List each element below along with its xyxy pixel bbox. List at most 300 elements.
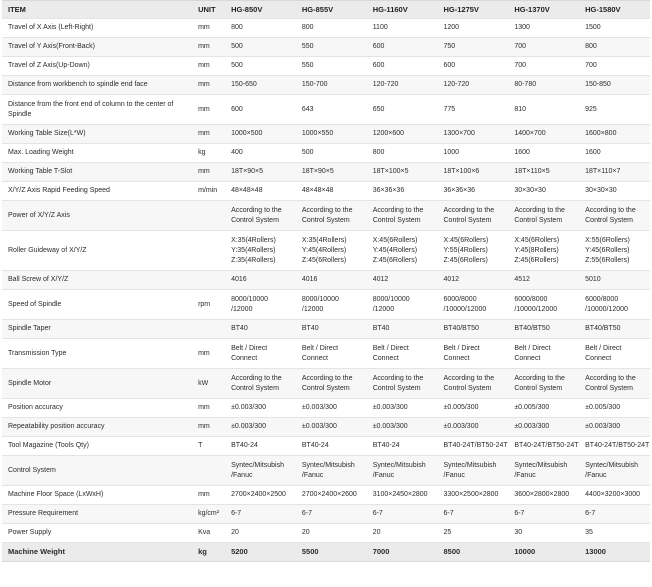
item-cell: Repeatability position accuracy xyxy=(2,418,192,437)
value-text: 6-7 xyxy=(301,510,312,517)
value-text: 3100×2450×2800 xyxy=(372,491,428,498)
value-text: Belt / Direct Connect xyxy=(514,344,551,362)
value-text: 30×30×30 xyxy=(514,187,546,194)
value-cell xyxy=(508,524,579,543)
value-text: X:55(6Rollers) Y:45(6Rollers) Z:55(6Rollers) xyxy=(585,236,630,264)
unit-cell: mm xyxy=(198,349,210,357)
table-row xyxy=(2,437,650,456)
value-text: 5010 xyxy=(585,276,601,283)
value-cell xyxy=(296,76,367,95)
value-text: ±0.003/300 xyxy=(443,423,479,430)
spec-table-body xyxy=(2,19,650,562)
value-text: According to the Control System xyxy=(514,206,565,224)
table-row xyxy=(2,543,650,562)
value-text: 2700×2400×2500 xyxy=(231,491,286,498)
value-text: According to the Control System xyxy=(301,206,353,224)
value-cell xyxy=(225,399,296,418)
value-cell xyxy=(508,144,579,163)
value-cell xyxy=(225,163,296,182)
header-model: HG-1275V xyxy=(438,1,509,19)
value-text: 7000 xyxy=(372,547,390,556)
item-cell: Pressure Requirement xyxy=(2,505,192,524)
value-text: 18T×90×5 xyxy=(231,168,263,175)
value-text: 800 xyxy=(585,43,597,50)
value-text: BT40 xyxy=(372,325,390,332)
value-cell xyxy=(438,505,509,524)
value-text: 30×30×30 xyxy=(585,187,617,194)
value-text: 18T×90×5 xyxy=(301,168,334,175)
value-text: 8000/10000 /12000 xyxy=(231,295,269,313)
value-text: X:35(4Rollers) Y:35(4Rollers) Z:35(4Rollers) xyxy=(231,236,276,264)
unit-cell: kW xyxy=(192,369,225,399)
value-text: 600 xyxy=(443,62,456,69)
value-cell xyxy=(579,182,650,201)
value-text: 4012 xyxy=(443,276,460,283)
value-text: 1000×550 xyxy=(301,130,334,137)
value-cell xyxy=(438,543,509,562)
value-text: According to the Control System xyxy=(443,374,495,392)
value-cell xyxy=(508,339,579,369)
value-text: According to the Control System xyxy=(514,374,565,392)
header-model: HG-855V xyxy=(296,1,367,19)
value-text: 120-720 xyxy=(443,81,470,88)
value-text: 750 xyxy=(443,43,456,50)
value-text: 8000/10000 /12000 xyxy=(372,295,410,313)
value-text: According to the Control System xyxy=(585,206,636,224)
value-cell xyxy=(508,290,579,320)
header-item: ITEM xyxy=(2,1,192,19)
value-text: X:45(6Rollers) Y:45(4Rollers) Z:45(6Rollers) xyxy=(372,236,418,264)
unit-cell: mm xyxy=(192,76,225,95)
value-text: 18T×110×7 xyxy=(585,168,621,175)
value-cell xyxy=(367,38,438,57)
item-cell: Spindle Motor xyxy=(2,369,192,399)
value-text: 600 xyxy=(372,43,385,50)
value-cell xyxy=(225,290,296,320)
value-cell xyxy=(579,144,650,163)
value-text: BT40/BT50 xyxy=(443,325,479,332)
value-text: 5500 xyxy=(301,547,319,556)
value-cell xyxy=(225,201,296,231)
table-row xyxy=(2,57,650,76)
table-row xyxy=(2,524,650,543)
value-cell xyxy=(367,369,438,399)
value-text: 800 xyxy=(301,24,314,31)
table-row xyxy=(2,95,650,125)
value-text: According to the Control System xyxy=(372,206,424,224)
item-cell: Roller Guideway of X/Y/Z xyxy=(8,246,87,254)
value-text: According to the Control System xyxy=(443,206,495,224)
unit-cell: Kva xyxy=(198,529,211,536)
unit-cell: kg/cm² xyxy=(192,505,225,524)
value-text: 1000 xyxy=(443,149,460,156)
value-text: 500 xyxy=(231,43,243,50)
value-text: Syntec/Mitsubish /Fanuc xyxy=(585,461,639,479)
value-text: 500 xyxy=(231,62,243,69)
unit-cell: mm xyxy=(192,38,225,57)
value-cell xyxy=(579,76,650,95)
value-cell xyxy=(225,38,296,57)
item-cell: Machine Weight xyxy=(2,543,192,562)
value-cell xyxy=(296,125,367,144)
table-row xyxy=(2,486,650,505)
value-text: Syntec/Mitsubish /Fanuc xyxy=(301,461,355,479)
value-text: 1300 xyxy=(514,24,530,31)
value-cell xyxy=(296,320,367,339)
value-cell xyxy=(225,524,296,543)
value-text: 810 xyxy=(514,105,526,113)
header-model: HG-1580V xyxy=(579,1,650,19)
item-cell: Travel of Z Axis(Up-Down) xyxy=(8,62,90,69)
value-text: 48×48×48 xyxy=(231,187,263,194)
table-row xyxy=(2,125,650,144)
item-cell: Max. Loading Weight xyxy=(8,149,74,156)
value-text: 10000 xyxy=(514,547,536,556)
value-cell xyxy=(225,369,296,399)
table-row xyxy=(2,163,650,182)
header-model: HG-1160V xyxy=(367,1,438,19)
value-cell xyxy=(225,339,296,369)
value-cell xyxy=(225,486,296,505)
value-text: 120-720 xyxy=(372,81,399,88)
value-cell xyxy=(296,505,367,524)
value-text: 8500 xyxy=(443,547,461,556)
value-cell xyxy=(367,125,438,144)
value-text: 8000/10000 /12000 xyxy=(301,295,339,313)
value-text: 4512 xyxy=(514,276,530,283)
item-cell: Distance from workbench to spindle end face xyxy=(2,76,192,95)
value-text: 800 xyxy=(372,149,385,156)
value-cell xyxy=(367,201,438,231)
value-text: 400 xyxy=(231,149,243,156)
value-cell xyxy=(367,486,438,505)
item-cell: Speed of Spindle xyxy=(8,300,62,308)
value-text: BT40-24T/BT50-24T xyxy=(443,442,508,449)
value-cell xyxy=(579,271,650,290)
unit-cell: mm xyxy=(198,24,210,31)
value-text: 6000/8000 /10000/12000 xyxy=(585,295,628,313)
value-text: 643 xyxy=(301,105,314,113)
value-text: 6-7 xyxy=(231,510,242,517)
value-cell xyxy=(438,38,509,57)
value-cell xyxy=(367,505,438,524)
value-text: BT40 xyxy=(301,325,319,332)
item-cell: Position accuracy xyxy=(8,404,63,411)
value-text: ±0.003/300 xyxy=(585,423,621,430)
table-row xyxy=(2,38,650,57)
value-cell xyxy=(296,543,367,562)
value-text: 925 xyxy=(585,105,597,113)
value-cell xyxy=(438,144,509,163)
value-cell xyxy=(367,182,438,201)
value-text: 150-650 xyxy=(231,81,257,88)
value-text: 5200 xyxy=(231,547,248,556)
table-row xyxy=(2,505,650,524)
value-text: Belt / Direct Connect xyxy=(585,344,622,362)
item-cell: Transmission Type xyxy=(8,349,67,357)
value-cell xyxy=(508,486,579,505)
value-cell xyxy=(367,320,438,339)
value-cell xyxy=(438,95,509,125)
value-text: Syntec/Mitsubish /Fanuc xyxy=(372,461,426,479)
value-cell xyxy=(367,456,438,486)
unit-cell: m/min xyxy=(198,187,218,194)
value-cell xyxy=(296,524,367,543)
value-cell xyxy=(579,437,650,456)
value-cell xyxy=(438,182,509,201)
value-cell xyxy=(438,437,509,456)
value-text: 18T×100×6 xyxy=(443,168,480,175)
table-row xyxy=(2,231,650,271)
item-cell: X/Y/Z Axis Rapid Feeding Speed xyxy=(8,187,110,194)
item-cell: Travel of Y Axis(Front-Back) xyxy=(2,38,192,57)
value-cell xyxy=(225,76,296,95)
value-text: X:45(6Rollers) Y:45(8Rollers) Z:45(6Rollers) xyxy=(514,236,560,264)
value-text: 600 xyxy=(372,62,385,69)
value-cell xyxy=(296,182,367,201)
value-cell xyxy=(296,418,367,437)
value-cell xyxy=(296,486,367,505)
value-text: 13000 xyxy=(585,547,606,556)
value-cell xyxy=(579,418,650,437)
value-cell xyxy=(225,456,296,486)
value-text: 1200×600 xyxy=(372,130,405,137)
value-cell xyxy=(367,290,438,320)
value-cell xyxy=(579,339,650,369)
value-cell xyxy=(508,19,579,38)
table-row xyxy=(2,399,650,418)
value-cell xyxy=(508,418,579,437)
value-cell xyxy=(438,339,509,369)
unit-cell: mm xyxy=(198,404,210,411)
item-cell: Tool Magazine (Tools Qty) xyxy=(8,442,89,449)
value-cell xyxy=(579,456,650,486)
value-cell xyxy=(296,231,367,271)
value-text: 20 xyxy=(301,529,310,536)
value-text: 6-7 xyxy=(514,510,525,517)
value-text: ±0.003/300 xyxy=(231,423,267,430)
value-text: ±0.003/300 xyxy=(514,423,550,430)
value-text: 1400×700 xyxy=(514,130,546,137)
value-cell xyxy=(579,290,650,320)
table-row xyxy=(2,339,650,369)
value-cell xyxy=(225,95,296,125)
value-text: 30 xyxy=(514,529,523,536)
value-cell xyxy=(367,95,438,125)
value-text: 20 xyxy=(372,529,381,536)
value-text: 36×36×36 xyxy=(372,187,405,194)
unit-cell: rpm xyxy=(198,300,211,308)
value-cell xyxy=(296,399,367,418)
value-text: 1500 xyxy=(585,24,601,31)
item-cell: Distance from the front end of column to the center of Spindle xyxy=(8,100,174,118)
value-cell xyxy=(438,320,509,339)
value-text: ±0.005/300 xyxy=(443,404,479,411)
value-text: 600 xyxy=(231,105,243,113)
value-cell xyxy=(296,290,367,320)
value-cell xyxy=(508,57,579,76)
value-cell xyxy=(438,201,509,231)
value-cell xyxy=(367,543,438,562)
table-row xyxy=(2,271,650,290)
item-cell: Machine Floor Space (LxWxH) xyxy=(8,491,104,498)
value-cell xyxy=(438,271,509,290)
unit-cell: mm xyxy=(192,125,225,144)
value-cell xyxy=(579,125,650,144)
value-text: ±0.003/300 xyxy=(372,404,408,411)
value-cell xyxy=(508,456,579,486)
value-cell xyxy=(579,38,650,57)
value-cell xyxy=(296,163,367,182)
value-cell xyxy=(225,231,296,271)
value-cell xyxy=(508,163,579,182)
header-model: HG-1370V xyxy=(508,1,579,19)
value-text: 700 xyxy=(514,43,526,50)
value-cell xyxy=(225,19,296,38)
item-cell: Working Table Size(L*W) xyxy=(2,125,192,144)
value-cell xyxy=(367,418,438,437)
value-cell xyxy=(579,163,650,182)
value-text: 550 xyxy=(301,62,314,69)
unit-cell: T xyxy=(198,442,203,449)
item-cell: Control System xyxy=(2,456,192,486)
spec-table xyxy=(2,0,650,562)
item-cell: Working Table T-Slot xyxy=(2,163,192,182)
table-row xyxy=(2,456,650,486)
value-text: 800 xyxy=(231,24,243,31)
item-cell: Power Supply xyxy=(8,529,52,536)
value-cell xyxy=(367,271,438,290)
table-row xyxy=(2,182,650,201)
value-text: 1600 xyxy=(585,149,601,156)
value-cell xyxy=(225,144,296,163)
value-cell xyxy=(438,486,509,505)
value-cell xyxy=(438,57,509,76)
unit-cell xyxy=(192,320,225,339)
unit-cell: mm xyxy=(198,62,210,69)
value-text: BT40 xyxy=(231,325,248,332)
value-cell xyxy=(579,231,650,271)
value-cell xyxy=(225,182,296,201)
value-cell xyxy=(579,320,650,339)
value-text: 4400×3200×3000 xyxy=(585,491,641,498)
value-text: 35 xyxy=(585,529,593,536)
value-cell xyxy=(367,144,438,163)
value-text: 1600 xyxy=(514,149,530,156)
value-cell xyxy=(296,38,367,57)
value-cell xyxy=(508,369,579,399)
unit-cell: mm xyxy=(192,163,225,182)
value-cell xyxy=(579,57,650,76)
value-cell xyxy=(438,76,509,95)
unit-cell xyxy=(192,231,225,271)
value-cell xyxy=(579,505,650,524)
value-text: 1600×800 xyxy=(585,130,617,137)
value-cell xyxy=(579,201,650,231)
value-cell xyxy=(225,418,296,437)
value-cell xyxy=(579,486,650,505)
value-text: 18T×100×5 xyxy=(372,168,409,175)
value-text: 6-7 xyxy=(443,510,454,517)
value-text: Syntec/Mitsubish /Fanuc xyxy=(514,461,568,479)
header-unit: UNIT xyxy=(192,1,225,19)
value-text: ±0.003/300 xyxy=(231,404,267,411)
unit-cell xyxy=(192,271,225,290)
value-text: 4012 xyxy=(372,276,389,283)
value-cell xyxy=(296,437,367,456)
value-text: 80-780 xyxy=(514,81,537,88)
value-text: 1300×700 xyxy=(443,130,475,137)
value-text: According to the Control System xyxy=(372,374,424,392)
value-cell xyxy=(367,163,438,182)
value-cell xyxy=(508,38,579,57)
value-text: ±0.003/300 xyxy=(301,423,337,430)
table-row xyxy=(2,320,650,339)
value-text: 6000/8000 /10000/12000 xyxy=(514,295,558,313)
value-cell xyxy=(225,505,296,524)
value-cell xyxy=(367,437,438,456)
value-text: According to the Control System xyxy=(231,374,282,392)
value-text: 1000×500 xyxy=(231,130,263,137)
value-text: 1100 xyxy=(372,24,388,31)
value-text: 25 xyxy=(443,529,452,536)
item-cell: Ball Screw of X/Y/Z xyxy=(2,271,192,290)
value-text: 150-700 xyxy=(301,81,328,88)
unit-cell xyxy=(192,201,225,231)
value-cell xyxy=(438,456,509,486)
value-cell xyxy=(296,369,367,399)
value-cell xyxy=(367,339,438,369)
value-cell xyxy=(508,182,579,201)
value-text: 6-7 xyxy=(585,510,596,517)
table-row xyxy=(2,369,650,399)
value-cell xyxy=(367,231,438,271)
value-cell xyxy=(296,19,367,38)
value-text: X:45(6Rollers) Y:55(4Rollers) Z:45(6Rollers) xyxy=(443,236,489,264)
value-text: ±0.005/300 xyxy=(514,404,550,411)
item-cell: Power of X/Y/Z Axis xyxy=(2,201,192,231)
value-text: Syntec/Mitsubish /Fanuc xyxy=(443,461,497,479)
value-text: 18T×110×5 xyxy=(514,168,550,175)
value-cell xyxy=(296,144,367,163)
value-cell xyxy=(508,399,579,418)
item-cell: Spindle Taper xyxy=(2,320,192,339)
value-cell xyxy=(508,271,579,290)
value-cell xyxy=(225,320,296,339)
value-cell xyxy=(367,524,438,543)
value-text: ±0.003/300 xyxy=(301,404,337,411)
value-text: 2700×2400×2600 xyxy=(301,491,357,498)
value-cell xyxy=(438,125,509,144)
value-text: Belt / Direct Connect xyxy=(443,344,480,362)
value-text: 4016 xyxy=(231,276,247,283)
value-cell xyxy=(438,524,509,543)
value-text: Belt / Direct Connect xyxy=(372,344,409,362)
value-cell xyxy=(438,163,509,182)
value-cell xyxy=(438,231,509,271)
header-row xyxy=(2,1,650,19)
value-text: BT40/BT50 xyxy=(514,325,550,332)
value-cell xyxy=(225,125,296,144)
value-text: 3600×2800×2800 xyxy=(514,491,570,498)
value-cell xyxy=(296,95,367,125)
value-cell xyxy=(508,505,579,524)
value-cell xyxy=(225,271,296,290)
value-text: ±0.005/300 xyxy=(585,404,621,411)
item-cell: Travel of X Axis (Left-Right) xyxy=(8,24,94,31)
value-text: Syntec/Mitsubish /Fanuc xyxy=(231,461,284,479)
value-text: Belt / Direct Connect xyxy=(231,344,268,362)
